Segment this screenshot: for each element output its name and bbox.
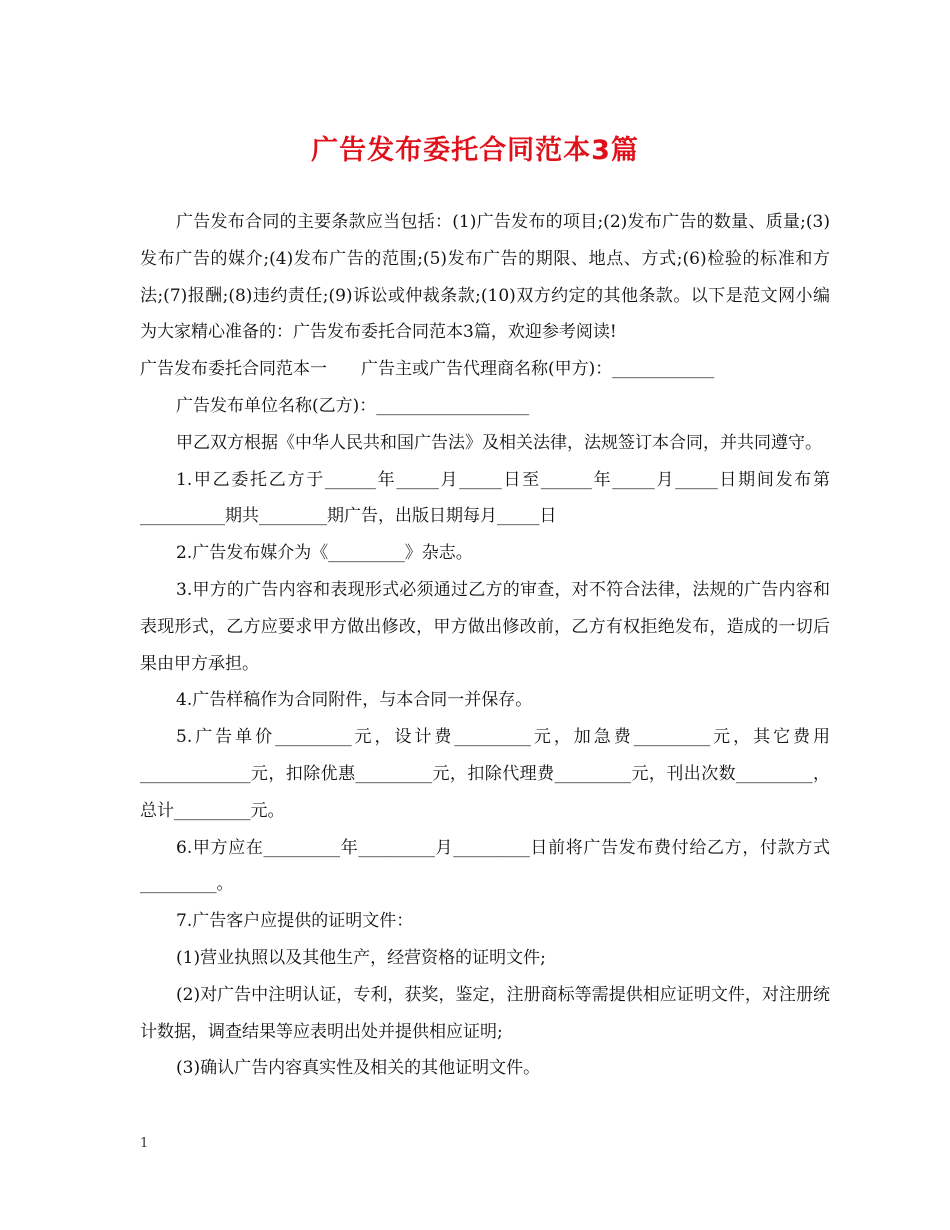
clause-3: 3.甲方的广告内容和表现形式必须通过乙方的审查，对不符合法律，法规的广告内容和表现形式，乙方应要求甲方做出修改，甲方做出修改前，乙方有权拒绝发布，造成的一切后果由甲方承担。 bbox=[140, 579, 830, 674]
paragraph-party-b: 广告发布单位名称(乙方)：__________________ bbox=[176, 395, 530, 416]
clause-7-item-1: (1)营业执照以及其他生产，经营资格的证明文件; bbox=[176, 947, 546, 968]
clause-4: 4.广告样稿作为合同附件，与本合同一并保存。 bbox=[176, 690, 533, 711]
paragraph-intro: 广告发布合同的主要条款应当包括：(1)广告发布的项目;(2)发布广告的数量、质量;(3)发布广告的媒介;(4)发布广告的范围;(5)发布广告的期限、地点、方式;(6)检验的标准和方法;(7)报酬;(8)违约责任;(9)诉讼或仲裁条款;(10)双方约定的其他条款。以下是范文网小编为大家精心准备的：广告发布委托合同范本3篇，欢迎参考阅读! bbox=[140, 212, 830, 343]
paragraph-contract-heading: 广告发布委托合同范本一 广告主或广告代理商名称(甲方)：____________ bbox=[140, 359, 715, 380]
clause-7-item-2: (2)对广告中注明认证，专利，获奖，鉴定，注册商标等需提供相应证明文件，对注册统计数据，调查结果等应表明出处并提供相应证明; bbox=[140, 984, 830, 1042]
clause-5: 5.广告单价_________元，设计费_________元，加急费_________元，其它费用_____________元，扣除优惠_________元，扣除代理费_________元，刊出次数_________，总计_________元。 bbox=[140, 727, 830, 821]
clause-2: 2.广告发布媒介为《_________》杂志。 bbox=[176, 543, 473, 564]
clause-1: 1.甲乙委托乙方于______年_____月_____日至______年_____月_____日期间发布第__________期共________期广告，出版日期每月_____日 bbox=[140, 469, 830, 527]
document-title: 广告发布委托合同范本3篇 bbox=[311, 135, 639, 166]
clause-6: 6.甲方应在_________年_________月_________日前将广告发布费付给乙方，付款方式_________。 bbox=[140, 837, 830, 895]
document-body bbox=[140, 204, 830, 1087]
paragraph-agreement: 甲乙双方根据《中华人民共和国广告法》及相关法律，法规签订本合同，并共同遵守。 bbox=[176, 432, 822, 453]
clause-7-item-3: (3)确认广告内容真实性及相关的其他证明文件。 bbox=[176, 1058, 541, 1079]
clause-7: 7.广告客户应提供的证明文件： bbox=[176, 911, 414, 932]
page-number: 1 bbox=[140, 1136, 149, 1151]
